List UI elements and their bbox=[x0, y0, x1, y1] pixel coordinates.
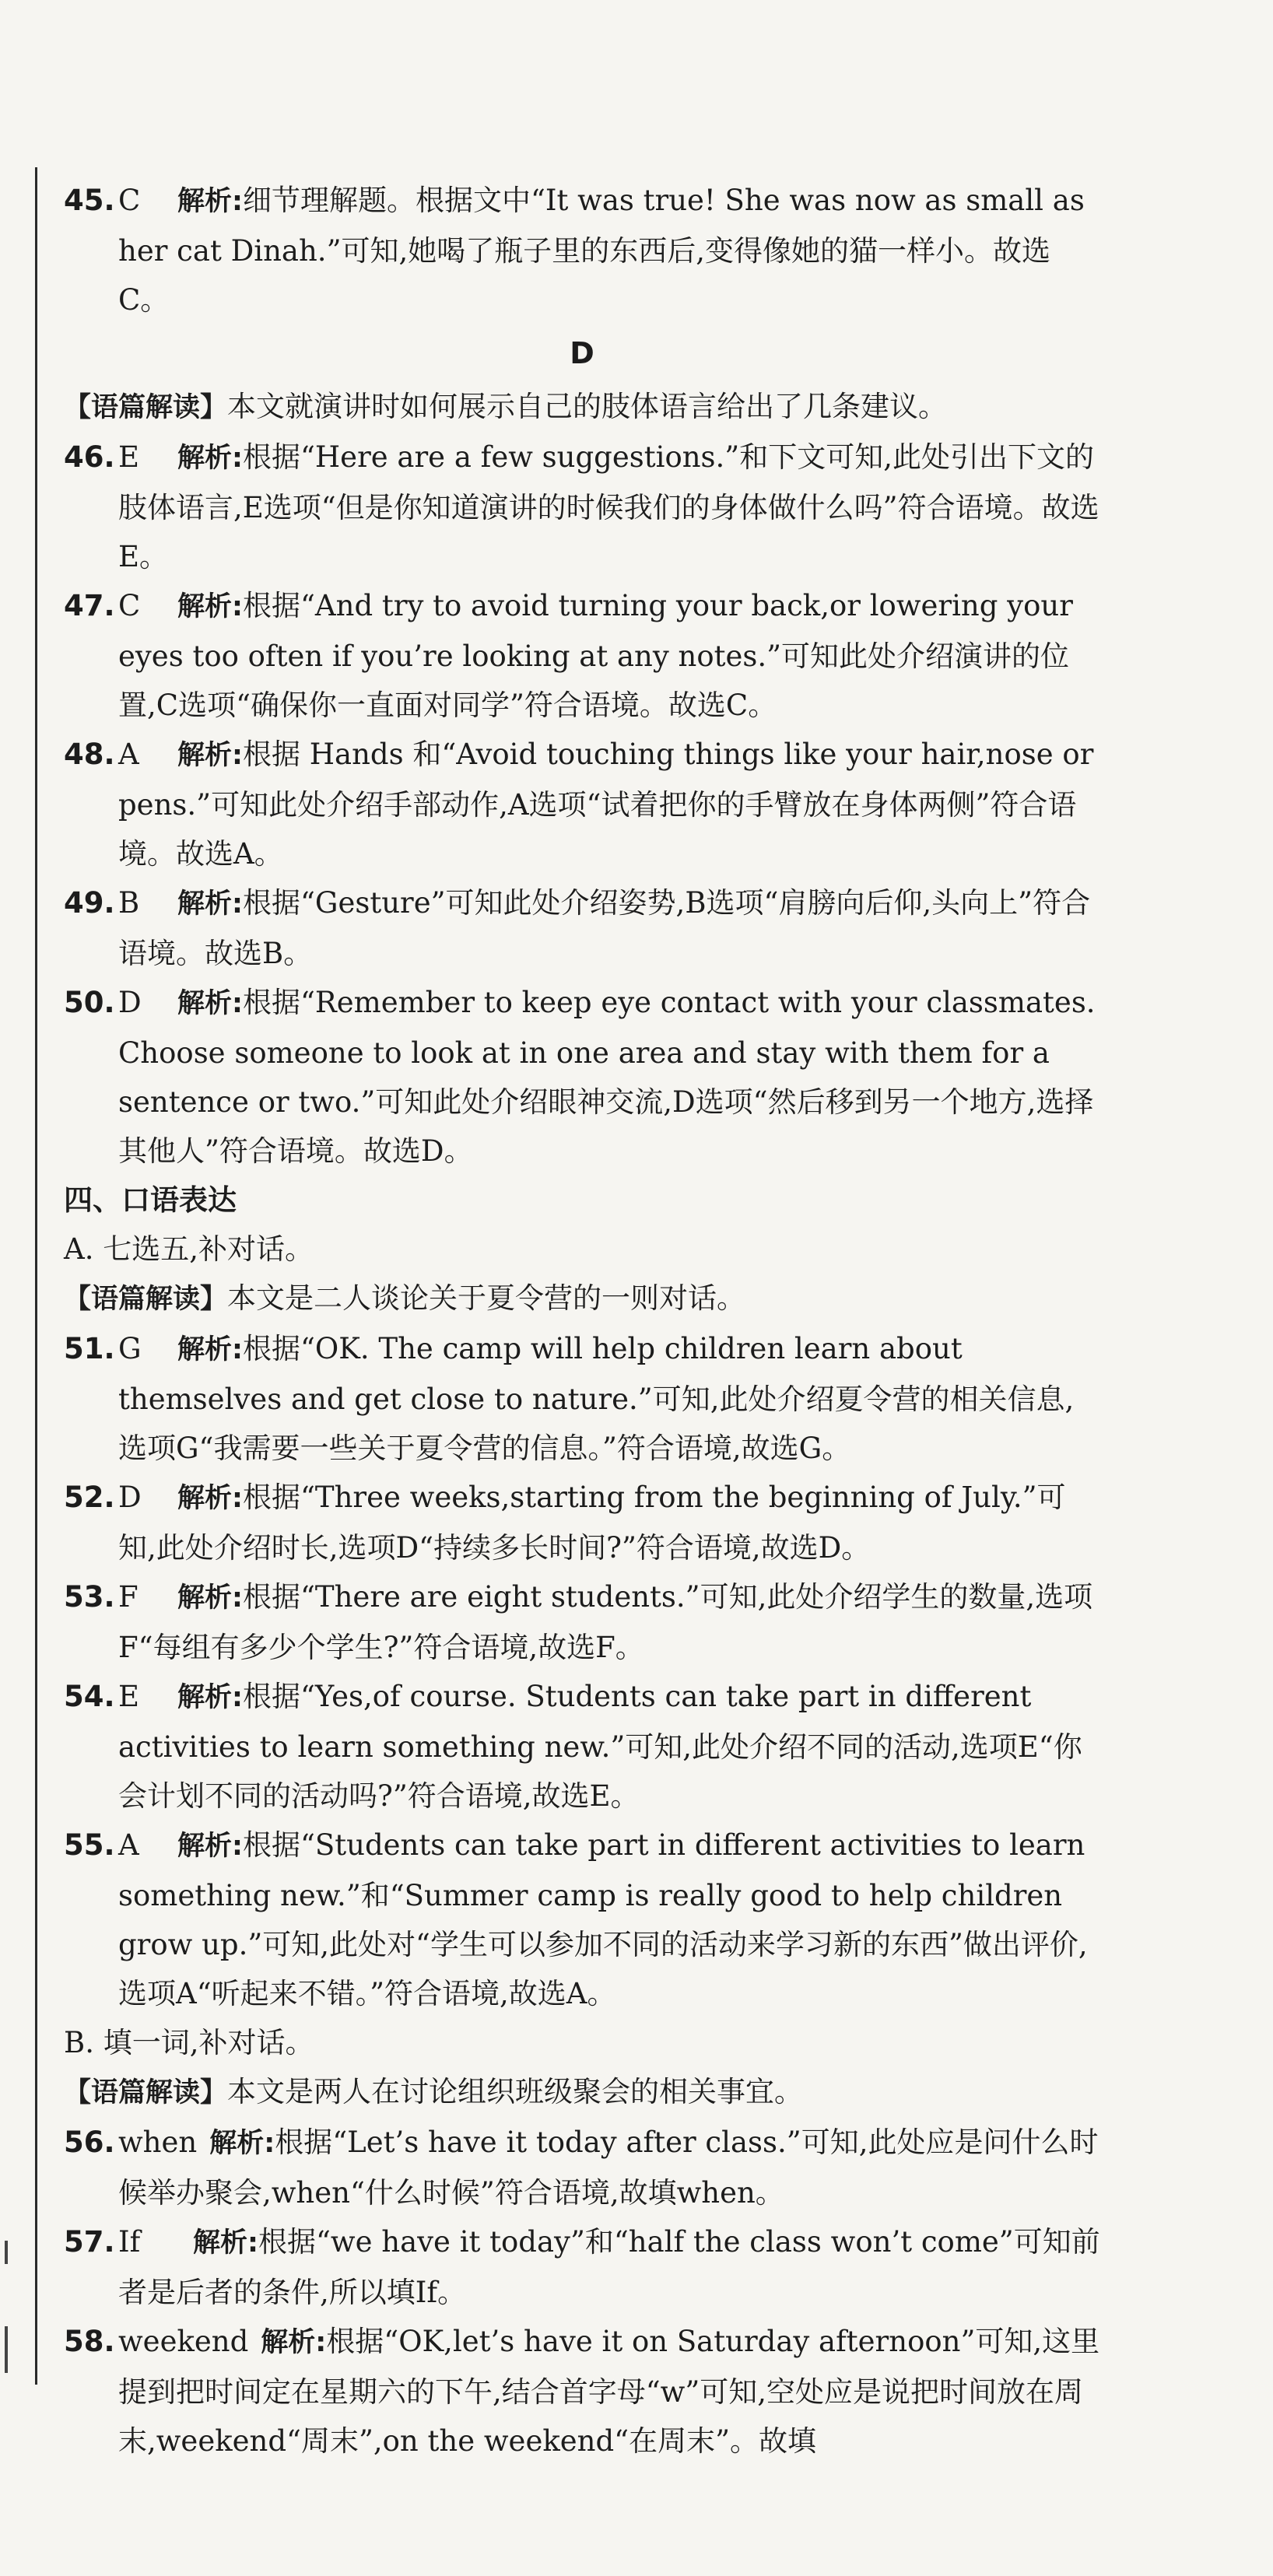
part-a-heading: A. 七选五,补对话。 bbox=[64, 1232, 314, 1266]
item-number: 58. bbox=[64, 2325, 115, 2358]
item-answer: C bbox=[118, 184, 141, 217]
item-number: 51. bbox=[64, 1332, 115, 1365]
item-analysis-text: 根据“Three weeks,starting from the beginning of July.”可知,此处介绍时长,选项D“持续多长时间?”符合语境,故选D。 bbox=[118, 1481, 1066, 1565]
item-number: 50. bbox=[64, 986, 115, 1019]
item-answer: E bbox=[118, 1680, 140, 1713]
part-b-heading: B. 填一词,补对话。 bbox=[64, 2026, 314, 2059]
item-number: 45. bbox=[64, 184, 115, 217]
analysis-label: 解析: bbox=[177, 740, 243, 771]
item-answer: A bbox=[118, 738, 139, 771]
item-number: 46. bbox=[64, 440, 115, 474]
item-analysis-text: 根据“Gesture”可知此处介绍姿势,B选项“肩膀向后仰,头向上”符合语境。故选B。 bbox=[118, 886, 1091, 970]
analysis-label: 解析: bbox=[177, 988, 243, 1019]
summary-tag: 【语篇解读】 bbox=[64, 1284, 228, 1315]
item-analysis-text: 根据“OK,let’s have it on Saturday afternoon”可知,这里提到把时间定在星期六的下午,结合首字母“w”可知,空处应是说把时间放在周末,weekend“周末”,on the weekend“在周末”。故填 bbox=[118, 2325, 1100, 2458]
answer-item-54 bbox=[64, 1672, 1100, 1821]
item-analysis-text: 根据“And try to avoid turning your back,or lowering your eyes too often if you’re looking at any notes.”可知此处介绍演讲的位置,C选项“确保你一直面对同学”符合语境。故选C。 bbox=[118, 589, 1073, 722]
item-answer: D bbox=[118, 986, 142, 1019]
item-number: 48. bbox=[64, 738, 115, 771]
item-number: 56. bbox=[64, 2126, 115, 2159]
analysis-label: 解析: bbox=[177, 591, 243, 622]
item-analysis-text: 根据“OK. The camp will help children learn about themselves and get close to nature.”可知,此处介绍夏令营的相关信息,选项G“我需要一些关于夏令营的信息。”符合语境,故选G。 bbox=[118, 1332, 1075, 1465]
item-answer: E bbox=[118, 440, 140, 474]
item-answer: If bbox=[118, 2225, 141, 2259]
analysis-label: 解析: bbox=[177, 443, 243, 474]
item-number: 53. bbox=[64, 1580, 115, 1614]
analysis-label: 解析: bbox=[177, 888, 243, 920]
left-margin-rule bbox=[35, 167, 37, 2385]
item-analysis-text: 根据“Here are a few suggestions.”和下文可知,此处引出下文的肢体语言,E选项“但是你知道演讲的时候我们的身体做什么吗”符合语境。故选E。 bbox=[118, 440, 1099, 573]
item-number: 54. bbox=[64, 1680, 115, 1713]
answer-item-55 bbox=[64, 1821, 1100, 2018]
analysis-label: 解析: bbox=[177, 1831, 243, 1862]
summary-text: 本文是二人谈论关于夏令营的一则对话。 bbox=[227, 1281, 746, 1315]
item-number: 57. bbox=[64, 2225, 115, 2259]
summary-tag: 【语篇解读】 bbox=[64, 2077, 228, 2108]
analysis-label: 解析: bbox=[177, 186, 243, 217]
analysis-label: 解析: bbox=[261, 2327, 327, 2358]
answer-item-49 bbox=[64, 878, 1100, 978]
answer-content bbox=[64, 176, 1100, 2466]
answer-item-50 bbox=[64, 978, 1100, 1176]
answer-item-45 bbox=[64, 176, 1100, 324]
analysis-label: 解析: bbox=[177, 1483, 243, 1514]
item-number: 47. bbox=[64, 589, 115, 622]
item-analysis-text: 根据 Hands 和“Avoid touching things like your hair,nose or pens.”可知此处介绍手部动作,A选项“试着把你的手臂放在身体两侧”符合语境。故选A。 bbox=[118, 738, 1094, 871]
answer-item-57 bbox=[64, 2217, 1100, 2317]
item-analysis-text: 根据“Yes,of course. Students can take part in different activities to learn something new.”可知,此处介绍不同的活动,选项E“你会计划不同的活动吗?”符合语境,故选E。 bbox=[118, 1680, 1082, 1813]
item-answer: when bbox=[118, 2126, 198, 2159]
item-answer: D bbox=[118, 1481, 142, 1514]
item-number: 55. bbox=[64, 1828, 115, 1862]
analysis-label: 解析: bbox=[177, 1682, 243, 1713]
item-analysis-text: 根据“we have it today”和“half the class won’t come”可知前者是后者的条件,所以填If。 bbox=[118, 2225, 1100, 2309]
item-analysis-text: 根据“Let’s have it today after class.”可知,此处应是问什么时候举办聚会,when“什么时候”符合语境,故填when。 bbox=[118, 2126, 1099, 2210]
item-answer: A bbox=[118, 1828, 139, 1862]
item-analysis-text: 根据“Students can take part in different activities to learn something new.”和“Summer camp is really good to help children grow up.”可知,此处对“学生可以参加不同的活动来学习新的东西”做出评价,选项A“听起来不错。”符合语境,故选A。 bbox=[118, 1828, 1088, 2010]
answer-item-51 bbox=[64, 1324, 1100, 1473]
section-heading: 四、口语表达 bbox=[64, 1183, 237, 1217]
summary-text: 本文就演讲时如何展示自己的肢体语言给出了几条建议。 bbox=[227, 390, 948, 423]
answer-item-52 bbox=[64, 1473, 1100, 1572]
edge-mark bbox=[5, 2241, 8, 2264]
item-answer: C bbox=[118, 589, 141, 622]
answer-item-46 bbox=[64, 433, 1100, 581]
item-answer: F bbox=[118, 1580, 139, 1614]
answer-item-53 bbox=[64, 1572, 1100, 1672]
analysis-label: 解析: bbox=[177, 1334, 243, 1365]
item-analysis-text: 根据“Remember to keep eye contact with your classmates. Choose someone to look at in one area and stay with them for a sentence or two.”可知此处介绍眼神交流,D选项“然后移到另一个地方,选择其他人”符合语境。故选D。 bbox=[118, 986, 1096, 1168]
analysis-label: 解析: bbox=[193, 2227, 258, 2259]
part-b-summary bbox=[64, 2067, 1100, 2118]
answer-item-47 bbox=[64, 581, 1100, 730]
item-number: 49. bbox=[64, 886, 115, 920]
passage-summary bbox=[64, 382, 1100, 433]
item-analysis-text: 细节理解题。根据文中“It was true! She was now as small as her cat Dinah.”可知,她喝了瓶子里的东西后,变得像她的猫一样小。故选C。 bbox=[118, 184, 1085, 317]
answer-item-58 bbox=[64, 2317, 1100, 2466]
summary-text: 本文是两人在讨论组织班级聚会的相关事宜。 bbox=[227, 2075, 804, 2108]
part-a-summary bbox=[64, 1274, 1100, 1324]
passage-title: D bbox=[570, 336, 594, 370]
analysis-label: 解析: bbox=[177, 1582, 243, 1614]
item-answer: B bbox=[118, 886, 140, 920]
item-analysis-text: 根据“There are eight students.”可知,此处介绍学生的数量,选项F“每组有多少个学生?”符合语境,故选F。 bbox=[118, 1580, 1093, 1664]
answer-item-56 bbox=[64, 2118, 1100, 2217]
item-answer: weekend bbox=[118, 2325, 249, 2358]
item-number: 52. bbox=[64, 1481, 115, 1514]
answer-item-48 bbox=[64, 730, 1100, 878]
item-answer: G bbox=[118, 1332, 142, 1365]
summary-tag: 【语篇解读】 bbox=[64, 392, 228, 423]
edge-mark bbox=[5, 2326, 8, 2373]
analysis-label: 解析: bbox=[209, 2128, 275, 2159]
